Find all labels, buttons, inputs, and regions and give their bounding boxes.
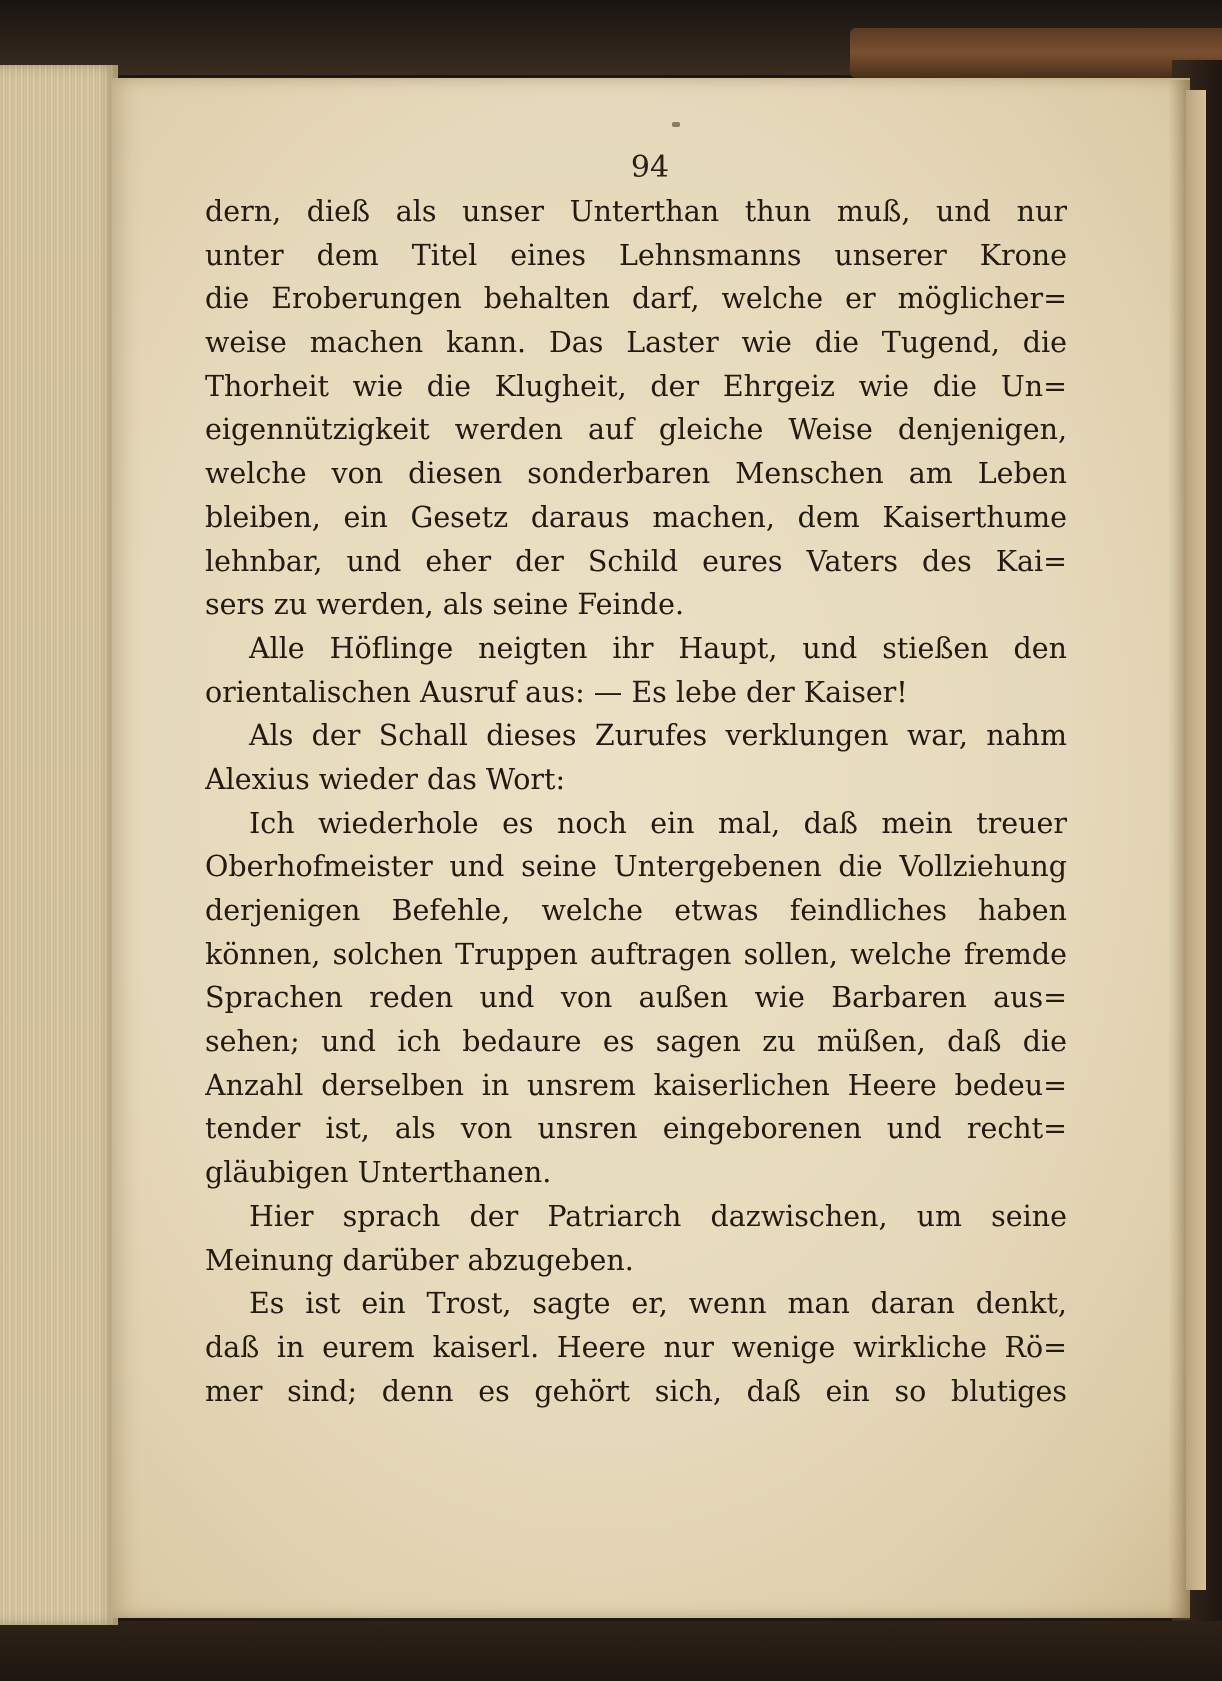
text-line: Anzahl derselben in unsrem kaiserlichen Heere bedeu= xyxy=(205,1068,1067,1102)
text-line: die Eroberungen behalten darf, welche er möglicher= xyxy=(205,282,1067,316)
book-cover-strap xyxy=(850,28,1222,78)
text-line: Alexius wieder das Wort: xyxy=(205,762,566,796)
text-line: Meinung darüber abzugeben. xyxy=(205,1243,634,1277)
text-line: Oberhofmeister und seine Untergebenen die Vollziehung xyxy=(205,850,1067,884)
text-line: daß in eurem kaiserl. Heere nur wenige wirkliche Rö= xyxy=(205,1330,1067,1364)
text-line: tender ist, als von unsren eingeborenen und recht= xyxy=(205,1112,1067,1146)
text-line: lehnbar, und eher der Schild eures Vaters des Kai= xyxy=(205,544,1067,578)
page-number: 94 xyxy=(630,150,670,185)
text-line: bleiben, ein Gesetz daraus machen, dem Kaiserthume xyxy=(205,500,1067,534)
text-line: sehen; und ich bedaure es sagen zu müßen, daß die xyxy=(205,1025,1067,1059)
text-line: Sprachen reden und von außen wie Barbaren aus= xyxy=(205,981,1067,1015)
text-line: Ich wiederhole es noch ein mal, daß mein treuer xyxy=(249,806,1067,840)
text-line: Als der Schall dieses Zurufes verklungen war, nahm xyxy=(249,719,1067,753)
text-line: dern, dieß als unser Unterthan thun muß, und nur xyxy=(205,195,1067,228)
text-line: Thorheit wie die Klugheit, der Ehrgeiz wie die Un= xyxy=(205,369,1067,403)
text-line: Alle Höflinge neigten ihr Haupt, und stießen den xyxy=(249,631,1067,665)
text-line: mer sind; denn es gehört sich, daß ein so blutiges xyxy=(205,1374,1067,1408)
page-text xyxy=(205,190,1067,1413)
facing-page-edge xyxy=(1186,90,1206,1590)
text-line: können, solchen Truppen auftragen sollen, welche fremde xyxy=(205,937,1067,971)
book-cover-bottom xyxy=(0,1621,1222,1681)
text-line: gläubigen Unterthanen. xyxy=(205,1156,552,1190)
text-line: orientalischen Ausruf aus: — Es lebe der Kaiser! xyxy=(205,675,908,709)
text-line: Es ist ein Trost, sagte er, wenn man daran denkt, xyxy=(249,1287,1067,1321)
text-line: sers zu werden, als seine Feinde. xyxy=(205,588,685,622)
ink-smudge xyxy=(672,122,680,127)
text-line: unter dem Titel eines Lehnsmanns unserer Krone xyxy=(205,238,1067,272)
text-line: weise machen kann. Das Laster wie die Tugend, die xyxy=(205,326,1067,360)
stacked-page-edges xyxy=(0,65,118,1625)
text-line: derjenigen Befehle, welche etwas feindliches haben xyxy=(205,894,1067,927)
text-line: Hier sprach der Patriarch dazwischen, um seine xyxy=(249,1199,1067,1233)
text-line: eigennützigkeit werden auf gleiche Weise denjenigen, xyxy=(205,413,1067,447)
text-line: welche von diesen sonderbaren Menschen am Leben xyxy=(205,457,1067,491)
